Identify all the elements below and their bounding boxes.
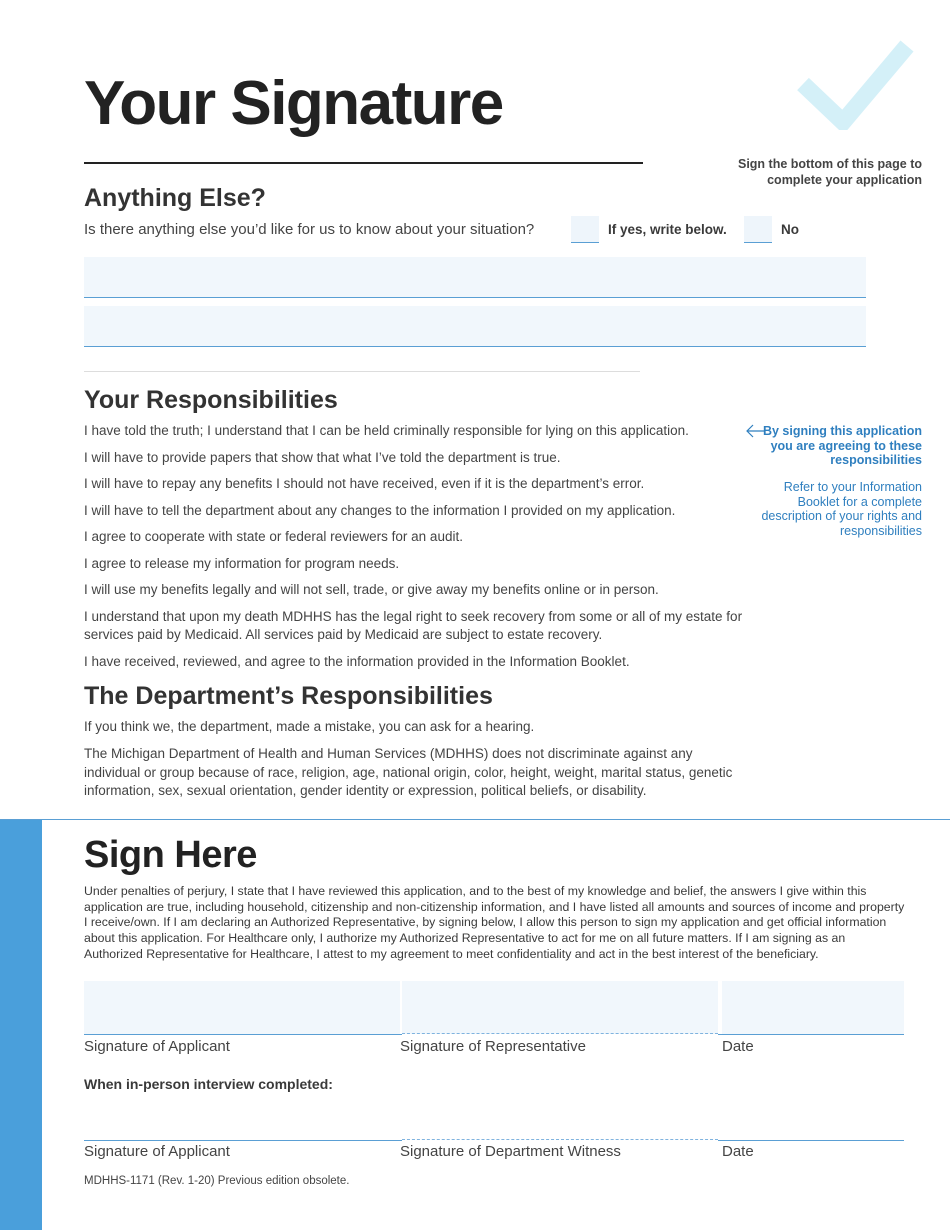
department-heading: The Department’s Responsibilities	[84, 682, 493, 710]
no-checkbox[interactable]	[744, 216, 772, 243]
list-item: I agree to cooperate with state or federal reviewers for an audit.	[84, 529, 463, 544]
interview-date-label: Date	[722, 1143, 754, 1160]
sign-sidebar	[0, 820, 42, 1230]
anything-else-question: Is there anything else you’d like for us to know about your situation?	[84, 221, 535, 238]
yes-checkbox[interactable]	[571, 216, 599, 243]
list-item: I will have to provide papers that show that what I’ve told the department is true.	[84, 449, 561, 465]
page-title: Your Signature	[84, 69, 503, 138]
signature-line	[718, 1140, 904, 1141]
signature-line	[718, 1034, 904, 1035]
anything-else-heading: Anything Else?	[84, 184, 266, 212]
checkmark-icon	[795, 38, 915, 130]
additional-info-field-2[interactable]	[84, 306, 866, 347]
date-label: Date	[722, 1038, 754, 1055]
signature-line	[402, 1139, 718, 1140]
signing-agreement-note: By signing this application you are agreeing to these responsibilities	[762, 424, 922, 467]
applicant-signature-field[interactable]	[84, 981, 400, 1034]
responsibilities-list	[84, 422, 744, 679]
no-label: No	[781, 222, 799, 237]
interview-applicant-signature-field[interactable]	[84, 1096, 400, 1140]
section-divider	[84, 371, 640, 372]
list-item: I have told the truth; I understand that I can be held criminally responsible for lying on this application.	[84, 423, 689, 438]
witness-signature-label: Signature of Department Witness	[400, 1143, 621, 1160]
responsibilities-heading: Your Responsibilities	[84, 386, 338, 414]
date-field[interactable]	[722, 981, 904, 1034]
nondiscrimination-text: The Michigan Department of Health and Human Services (MDHHS) does not discriminate against any individual or group because of race, religion, age, national origin, color, height, weight, marital status, genetic information, sex, sexual orientation, gender identity or expression, political beliefs, or disability.	[84, 746, 733, 798]
list-item: I agree to release my information for program needs.	[84, 555, 400, 571]
sign-instruction: Sign the bottom of this page to complete your application	[737, 157, 922, 187]
information-booklet-note: Refer to your Information Booklet for a complete description of your rights and responsibilities	[761, 480, 922, 538]
additional-info-field-1[interactable]	[84, 257, 866, 298]
form-number: MDHHS-1171 (Rev. 1-20) Previous edition obsolete.	[84, 1175, 350, 1187]
perjury-statement: Under penalties of perjury, I state that I have reviewed this application, and to the best of my knowledge and belief, the answers I give within this application are true, including household, citizenship and non-citizenship information, and I have listed all amounts and sources of income and property I receive/own. If I am declaring an Authorized Representative, by signing below, I allow this person to sign my application and get official information about this application. For Healthcare only, I authorize my Authorized Representative to act for me on all future matters. If I am signing as an Authorized Representative for Healthcare, I attest to my agreement to meet confidentiality and act in the best interest of the beneficiary.	[84, 884, 905, 961]
interview-label: When in-person interview completed:	[84, 1076, 333, 1092]
sign-section-border	[0, 819, 950, 820]
interview-applicant-signature-label: Signature of Applicant	[84, 1143, 230, 1160]
yes-label: If yes, write below.	[608, 222, 727, 237]
list-item: I have received, reviewed, and agree to the information provided in the Information Booklet.	[84, 653, 630, 669]
hearing-text: If you think we, the department, made a mistake, you can ask for a hearing.	[84, 719, 535, 734]
list-item: I will have to tell the department about any changes to the information I provided on my application.	[84, 502, 676, 518]
interview-date-field[interactable]	[722, 1096, 904, 1140]
list-item: I will use my benefits legally and will not sell, trade, or give away my benefits online or in person.	[84, 582, 659, 597]
signature-line	[402, 1033, 718, 1034]
representative-signature-field[interactable]	[402, 981, 718, 1034]
title-divider	[84, 162, 643, 164]
representative-signature-label: Signature of Representative	[400, 1038, 586, 1055]
list-item: I will have to repay any benefits I should not have received, even if it is the department’s error.	[84, 476, 645, 491]
signature-line	[84, 1034, 402, 1035]
sign-here-heading: Sign Here	[84, 834, 257, 876]
applicant-signature-label: Signature of Applicant	[84, 1038, 230, 1055]
signature-line	[84, 1140, 402, 1141]
witness-signature-field[interactable]	[402, 1096, 718, 1140]
list-item: I understand that upon my death MDHHS has the legal right to seek recovery from some or all of my estate for services paid by Medicaid. All services paid by Medicaid are subject to estate recovery.	[84, 608, 743, 642]
